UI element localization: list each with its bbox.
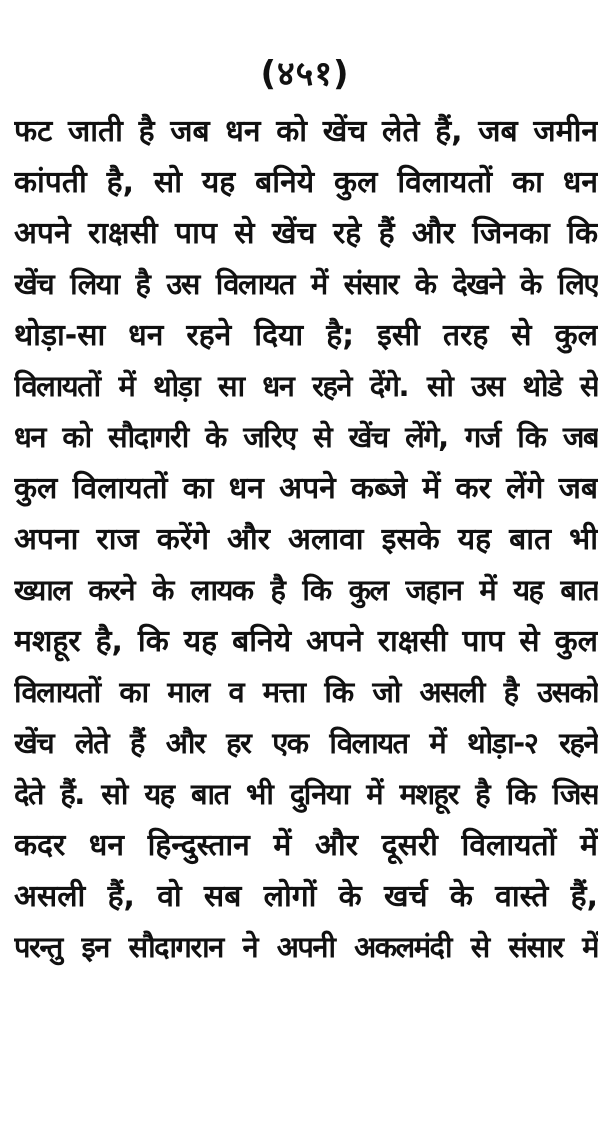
text-line: विलायतों का माल व मत्ता कि जो असली है उसको — [14, 675, 598, 709]
page-number: (४५१) — [260, 54, 350, 94]
text-line: विलायतों में थोड़ा सा धन रहने देंगे. सो उस थोडे से — [14, 369, 598, 403]
text-line: अपना राज करेंगे और अलावा इसके यह बात भी — [14, 522, 598, 557]
text-line: खेंच लेते हैं और हर एक विलायत में थोड़ा-२ रहने — [14, 726, 598, 760]
text-line: देते हैं. सो यह बात भी दुनिया में मशहूर है कि जिस — [14, 777, 598, 811]
text-line: मशहूर है, कि यह बनिये अपने राक्षसी पाप से कुल — [14, 624, 598, 659]
text-line: अपने राक्षसी पाप से खेंच रहे हैं और जिनका कि — [14, 216, 598, 251]
text-line: फट जाती है जब धन को खेंच लेते हैं, जब जमीन — [14, 114, 598, 149]
text-line: खेंच लिया है उस विलायत में संसार के देखने के लिए — [14, 267, 598, 301]
body-text — [14, 106, 598, 973]
text-line: असली हैं, वो सब लोगों के खर्च के वास्ते हैं, — [14, 879, 598, 914]
text-line: ख्याल करने के लायक है कि कुल जहान में यह बात — [14, 573, 598, 607]
text-line: कांपती है, सो यह बनिये कुल विलायतों का धन — [14, 165, 598, 200]
text-line: धन को सौदागरी के जरिए से खेंच लेंगे, गर्ज कि जब — [14, 420, 598, 454]
text-line: थोड़ा-सा धन रहने दिया है; इसी तरह से कुल — [14, 318, 598, 353]
text-line: परन्तु इन सौदागरान ने अपनी अकलमंदी से संसार में — [14, 930, 598, 964]
text-line: कुल विलायतों का धन अपने कब्जे में कर लेंगे जब — [14, 471, 598, 506]
text-line: कदर धन हिन्दुस्तान में और दूसरी विलायतों में — [14, 828, 598, 863]
